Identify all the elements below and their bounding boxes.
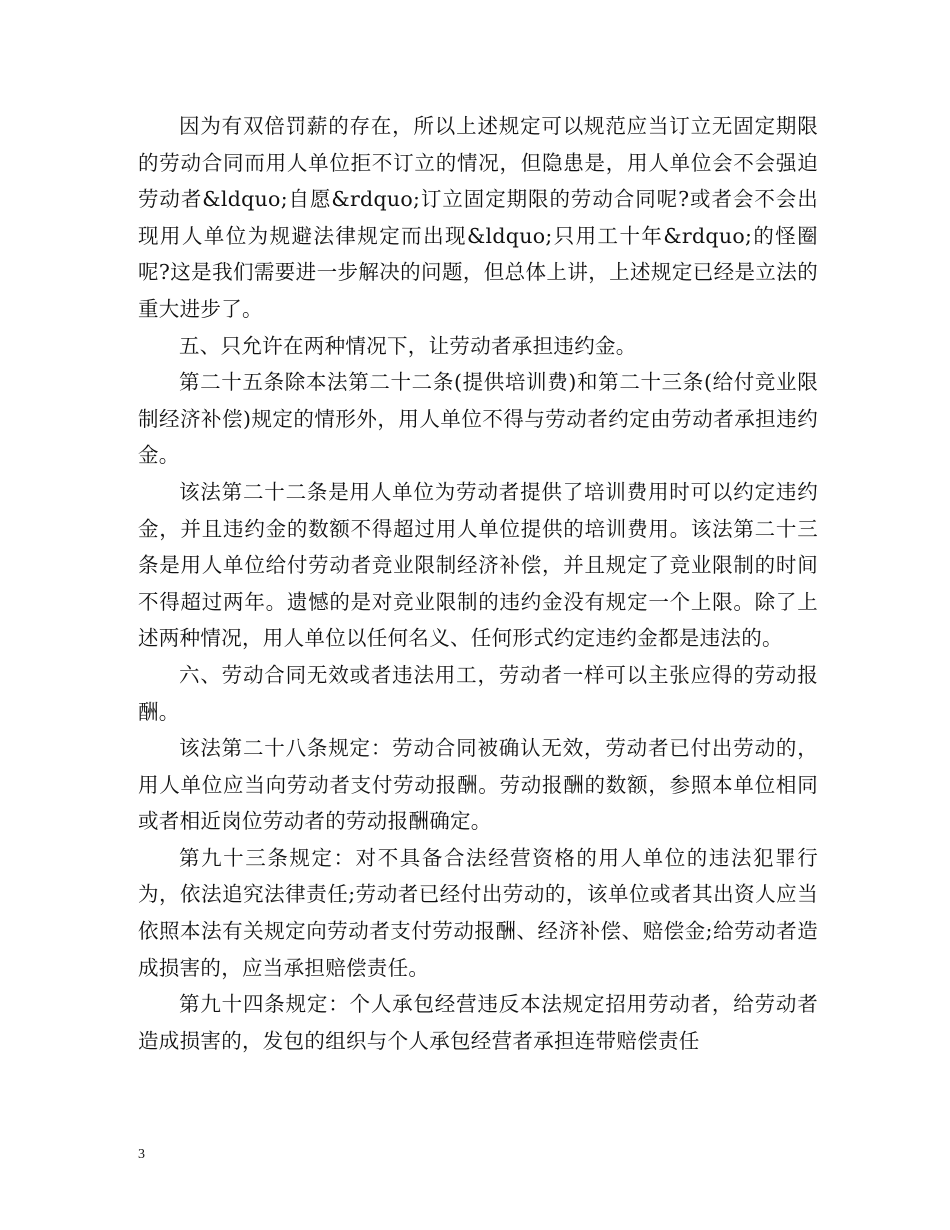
document-body — [138, 108, 818, 1059]
paragraph-heading-five: 五、只允许在两种情况下，让劳动者承担违约金。 — [179, 333, 637, 358]
paragraph-article-25: 第二十五条除本法第二十二条(提供培训费)和第二十三条(给付竞业限制经济补偿)规定的情形外，用人单位不得与劳动者约定由劳动者承担违约金。 — [138, 370, 818, 468]
paragraph-article-93: 第九十三条规定：对不具备合法经营资格的用人单位的违法犯罪行为，依法追究法律责任;劳动者已经付出劳动的，该单位或者其出资人应当依照本法有关规定向劳动者支付劳动报酬、经济补偿、赔偿金;给劳动者造成损害的，应当承担赔偿责任。 — [138, 845, 818, 980]
page-number: 3 — [138, 1147, 145, 1162]
paragraph-article-22-23: 该法第二十二条是用人单位为劳动者提供了培训费用时可以约定违约金，并且违约金的数额不得超过用人单位提供的培训费用。该法第二十三条是用人单位给付劳动者竞业限制经济补偿，并且规定了竞业限制的时间不得超过两年。遗憾的是对竞业限制的违约金没有规定一个上限。除了上述两种情况，用人单位以任何名义、任何形式约定违约金都是违法的。 — [138, 479, 818, 651]
paragraph-article-28: 该法第二十八条规定：劳动合同被确认无效，劳动者已付出劳动的，用人单位应当向劳动者支付劳动报酬。劳动报酬的数额，参照本单位相同或者相近岗位劳动者的劳动报酬确定。 — [138, 736, 818, 834]
paragraph-double-penalty: 因为有双倍罚薪的存在，所以上述规定可以规范应当订立无固定期限的劳动合同而用人单位拒不订立的情况，但隐患是，用人单位会不会强迫劳动者&ldquo;自愿&rdquo;订立固定期限的劳动合同呢?或者会不会出现用人单位为规避法律规定而出现&ldquo;只用工十年&rdquo;的怪圈呢?这是我们需要进一步解决的问题，但总体上讲，上述规定已经是立法的重大进步了。 — [138, 114, 818, 321]
paragraph-heading-six: 六、劳动合同无效或者违法用工，劳动者一样可以主张应得的劳动报酬。 — [138, 662, 818, 724]
paragraph-article-94: 第九十四条规定：个人承包经营违反本法规定招用劳动者，给劳动者造成损害的，发包的组织与个人承包经营者承担连带赔偿责任 — [138, 992, 818, 1053]
